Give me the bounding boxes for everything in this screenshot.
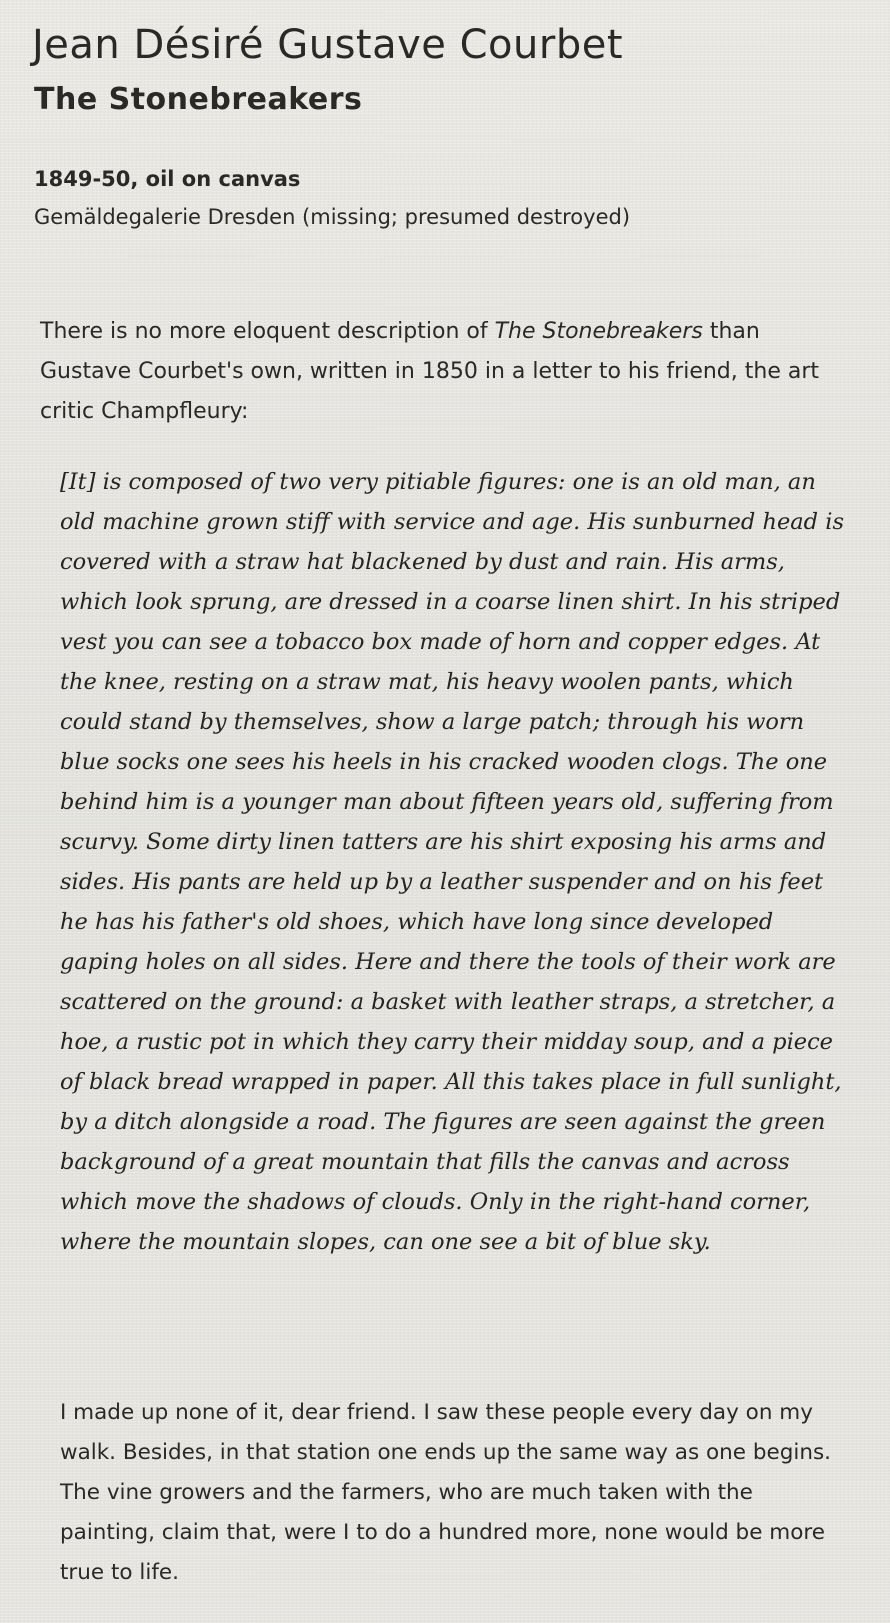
collection-location: Gemäldegalerie Dresden (missing; presumed destroyed) <box>34 205 631 229</box>
intro-work-title: The Stonebreakers <box>494 319 703 344</box>
date-medium: 1849-50, oil on canvas <box>34 167 301 191</box>
intro-text-start: There is no more eloquent description of <box>40 319 495 344</box>
intro-paragraph <box>40 312 840 432</box>
artwork-metadata <box>34 160 630 236</box>
closing-paragraph: I made up none of it, dear friend. I saw these people every day on my walk. Besides, in that station one ends up the same way as one begins. The vine growers and the farmers, who are much taken with the painting, claim that, were I to do a hundred more, none would be more true to life. <box>60 1400 832 1585</box>
courbet-quote: [It] is composed of two very pitiable figures: one is an old man, an old machine grown stiff with service and age. His sunburned head is covered with a straw hat blackened by dust and rain. His arms, which look sprung, are dressed in a coarse linen shirt. In his striped vest you can see a tobacco box made of horn and copper edges. At the knee, resting on a straw mat, his heavy woolen pants, which could stand by themselves, show a large patch; through his worn blue socks one sees his heels in his cracked wooden clogs. The one behind him is a younger man about fifteen years old, suffering from scurvy. Some dirty linen tatters are his shirt exposing his arms and sides. His pants are held up by a leather suspender and on his feet he has his father's old shoes, which have long since developed gaping holes on all sides. Here and there the tools of their work are scattered on the ground: a basket with leather straps, a stretcher, a hoe, a rustic pot in which they carry their midday soup, and a piece of black bread wrapped in paper. All this takes place in full sunlight, by a ditch alongside a road. The figures are seen against the green background of a great mountain that fills the canvas and across which move the shadows of clouds. Only in the right-hand corner, where the mountain slopes, can one see a bit of blue sky. <box>60 469 844 1255</box>
artwork-title: The Stonebreakers <box>34 82 363 117</box>
intro-text-end: than Gustave Courbet's own, written in 1850 in a letter to his friend, the art critic Champfleury: <box>40 319 820 424</box>
artist-name: Jean Désiré Gustave Courbet <box>32 22 623 68</box>
